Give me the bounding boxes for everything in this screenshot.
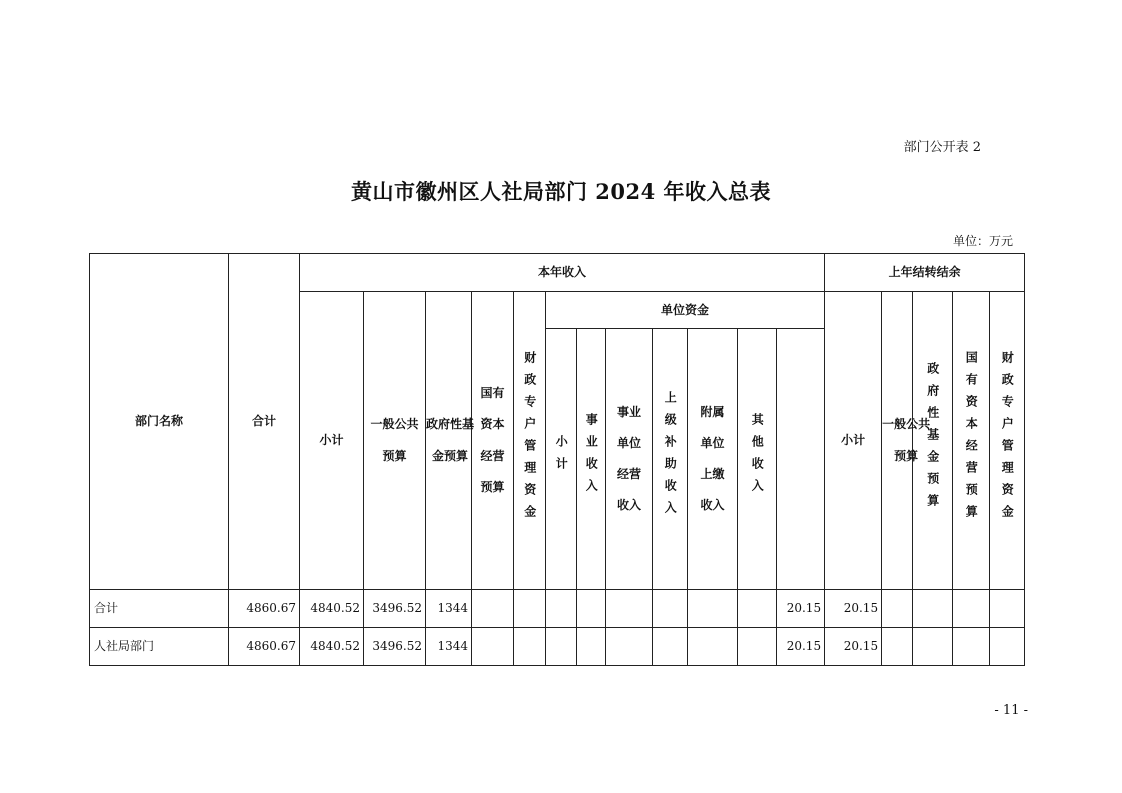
income-summary-table	[89, 253, 1025, 666]
header-uf-superior-subsidy-text: 上级补助收入	[663, 391, 678, 524]
cell-py-subtotal: 20.15	[777, 628, 825, 666]
header-py-fiscal-special	[990, 292, 1025, 590]
cell-py-gov-fund	[882, 628, 913, 666]
cell-cy-gov-fund: 1344	[426, 590, 472, 628]
header-uf-business-income	[577, 329, 606, 590]
cell-total: 4860.67	[229, 590, 300, 628]
cell-cy-subtotal: 4840.52	[300, 590, 364, 628]
cell-cy-fiscal-special	[514, 628, 546, 666]
header-uf-subtotal	[546, 329, 577, 590]
header-py-state-capital-text: 国有资本经营预算	[964, 350, 979, 527]
cell-cy-state-capital	[472, 590, 514, 628]
unit-label: 单位：万元	[952, 234, 1013, 248]
header-py-state-capital	[953, 292, 990, 590]
header-unit-funds: 单位资金	[546, 292, 825, 329]
header-py-gov-fund-text: 政府性基金预算	[925, 361, 940, 516]
cell-uf-affiliated-turnover	[688, 590, 738, 628]
cell-cy-state-capital	[472, 628, 514, 666]
header-current-year: 本年收入	[300, 254, 825, 292]
header-cy-subtotal: 小计	[300, 292, 364, 590]
cell-uf-operating-income	[606, 628, 653, 666]
header-uf-operating-income	[606, 329, 653, 590]
header-cy-state-capital	[472, 292, 514, 590]
row-name: 人社局部门	[90, 628, 229, 666]
page-title: 黄山市徽州区人社局部门 2024 年收入总表	[350, 179, 772, 204]
header-py-general-text: 一般公共预算	[882, 417, 931, 463]
header-uf-affiliated-turnover-text: 附属单位上缴收入	[700, 404, 725, 513]
cell-uf-other-income	[738, 628, 777, 666]
header-prior-year: 上年结转结余	[825, 254, 1025, 292]
table-code: 部门公开表 2	[903, 140, 981, 155]
header-cy-general-text: 一般公共预算	[370, 417, 419, 463]
table-row	[90, 590, 1025, 628]
table-row	[90, 628, 1025, 666]
header-py-subtotal: 小计	[825, 292, 882, 590]
cell-cy-gov-fund: 1344	[426, 628, 472, 666]
cell-uf-business-income	[577, 628, 606, 666]
cell-py-fiscal-special	[953, 628, 990, 666]
header-uf-other-income-text: 其他收入	[750, 413, 765, 502]
header-uf-other-income	[738, 329, 777, 590]
header-uf-subtotal-text: 小计	[554, 435, 569, 480]
header-cy-fiscal-special-text: 财政专户管理资金	[522, 350, 537, 527]
header-py-fiscal-special-text: 财政专户管理资金	[1000, 350, 1015, 527]
cell-total: 4860.67	[229, 628, 300, 666]
cell-uf-superior-subsidy	[653, 628, 688, 666]
header-cy-general	[364, 292, 426, 590]
cell-py-state-capital	[913, 628, 953, 666]
header-total: 合计	[229, 254, 300, 590]
header-cy-gov-fund-text: 政府性基金预算	[426, 417, 475, 463]
cell-py-fiscal-special	[953, 590, 990, 628]
cell-uf-operating-income	[606, 590, 653, 628]
cell-cy-subtotal: 4840.52	[300, 628, 364, 666]
cell-cy-general: 3496.52	[364, 628, 426, 666]
header-dept-name: 部门名称	[90, 254, 229, 590]
cell-cy-fiscal-special	[514, 590, 546, 628]
header-uf-superior-subsidy	[653, 329, 688, 590]
row-name: 合计	[90, 590, 229, 628]
page-number: - 11 -	[994, 703, 1028, 718]
cell-py-gov-fund	[882, 590, 913, 628]
cell-uf-affiliated-turnover	[688, 628, 738, 666]
cell-py-general: 20.15	[825, 628, 882, 666]
header-uf-affiliated-turnover	[688, 329, 738, 590]
cell-uf-business-income	[577, 590, 606, 628]
header-cy-gov-fund	[426, 292, 475, 590]
cell-py-general: 20.15	[825, 590, 882, 628]
header-cy-state-capital-text: 国有资本经营预算	[480, 386, 505, 494]
header-uf-operating-income-text: 事业单位经营收入	[616, 404, 641, 513]
header-cy-fiscal-special	[514, 292, 546, 590]
cell-cy-general: 3496.52	[364, 590, 426, 628]
header-py-general	[882, 292, 931, 590]
cell-uf-subtotal	[546, 628, 577, 666]
cell-py-unit-funds	[990, 590, 1025, 628]
cell-py-state-capital	[913, 590, 953, 628]
header-uf-business-income-text: 事业收入	[584, 413, 599, 502]
cell-uf-other-income	[738, 590, 777, 628]
cell-uf-superior-subsidy	[653, 590, 688, 628]
cell-py-unit-funds	[990, 628, 1025, 666]
cell-py-subtotal: 20.15	[777, 590, 825, 628]
cell-uf-subtotal	[546, 590, 577, 628]
